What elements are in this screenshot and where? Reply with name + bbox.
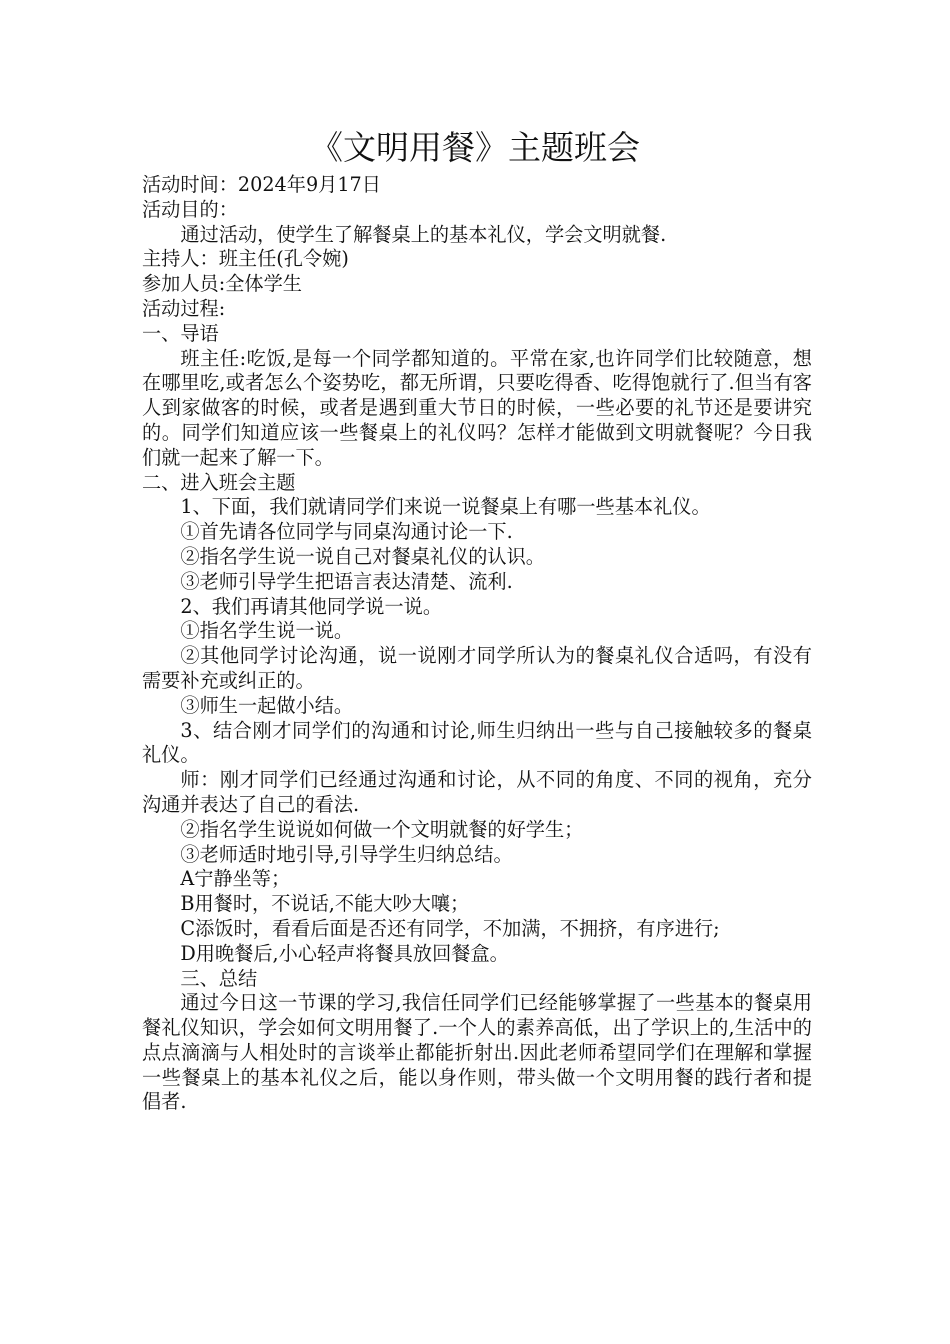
document-title: 《文明用餐》主题班会	[310, 128, 640, 167]
item-3: 3、结合刚才同学们的沟通和讨论,师生归纳出一些与自己接触较多的餐桌礼仪。	[142, 718, 812, 767]
rule-a: A宁静坐等；	[180, 867, 291, 891]
rule-b: B用餐时，不说话,不能大吵大嚷；	[180, 892, 470, 916]
document-body	[142, 173, 812, 1115]
section1-paragraph: 班主任:吃饭,是每一个同学都知道的。平常在家,也许同学们比较随意，想在哪里吃,或者怎么个姿势吃，都无所谓，只要吃得香、吃得饱就行了.但当有客人到家做客的时候，或者是遇到重大节日的时候，一些必要的礼节还是要讲究的。同学们知道应该一些餐桌上的礼仪吗？怎样才能做到文明就餐呢？今日我们就一起来了解一下。	[142, 346, 812, 469]
item-2-3: ③师生一起做小结。	[180, 693, 354, 717]
participants-line: 参加人员:全体学生	[142, 272, 302, 296]
item-2-2: ②其他同学讨论沟通，说一说刚才同学所认为的餐桌礼仪合适吗，有没有需要补充或纠正的。	[142, 644, 812, 692]
section3-paragraph: 通过今日这一节课的学习,我信任同学们已经能够掌握了一些基本的餐桌用餐礼仪知识，学会如何文明用餐了.一个人的素养高低，出了学识上的,生活中的点点滴滴与人相处时的言谈举止都能折射出.因此老师希望同学们在理解和掌握一些餐桌上的基本礼仪之后，能以身作则，带头做一个文明用餐的践行者和提倡者.	[142, 991, 812, 1114]
section2-heading: 二、进入班会主题	[142, 470, 296, 494]
item-1-2: ②指名学生说一说自己对餐桌礼仪的认识。	[180, 544, 545, 568]
process-label: 活动过程:	[142, 296, 226, 320]
item-3-2: ②指名学生说说如何做一个文明就餐的好学生；	[180, 817, 584, 841]
item-1-1: ①首先请各位同学与同桌沟通讨论一下.	[180, 520, 513, 544]
item-1-3: ③老师引导学生把语言表达清楚、流利.	[180, 569, 513, 593]
purpose-label: 活动目的：	[142, 197, 238, 221]
section1-heading: 一、导语	[142, 321, 219, 345]
section3-heading: 三、总结	[180, 966, 258, 990]
rule-d: D用晚餐后,小心轻声将餐具放回餐盒。	[180, 941, 509, 965]
item-2-1: ①指名学生说一说。	[180, 619, 354, 643]
activity-time: 活动时间：2024年9月17日	[142, 173, 381, 196]
rule-c: C添饭时，看看后面是否还有同学，不加满，不拥挤，有序进行;	[180, 916, 720, 940]
item-3-3: ③老师适时地引导,引导学生归纳总结。	[180, 842, 513, 866]
item-2: 2、我们再请其他同学说一说。	[180, 594, 443, 618]
host-line: 主持人：班主任(孔令婉)	[142, 247, 349, 271]
item-1: 1、下面，我们就请同学们来说一说餐桌上有哪一些基本礼仪。	[180, 495, 711, 519]
purpose-text: 通过活动，使学生了解餐桌上的基本礼仪，学会文明就餐.	[180, 222, 667, 246]
teacher-paragraph: 师：刚才同学们已经通过沟通和讨论，从不同的角度、不同的视角，充分沟通并表达了自己的看法.	[142, 768, 812, 816]
